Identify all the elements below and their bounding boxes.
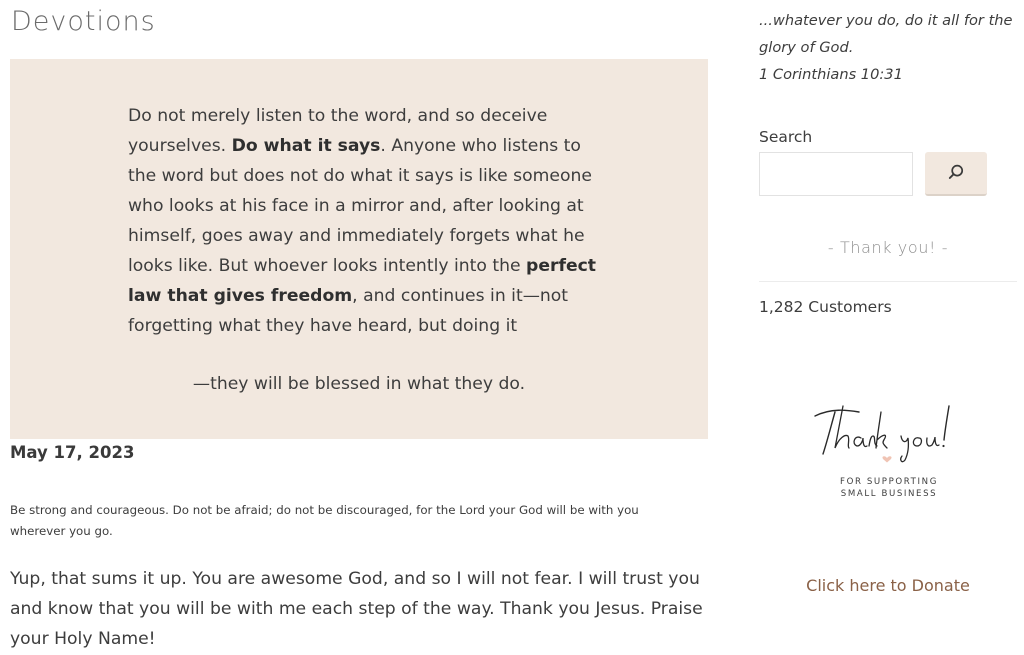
quote-emphasis: perfect law that gives freedom — [128, 256, 597, 306]
post-verse: Be strong and courageous. Do not be afraid; do not be discouraged, for the Lord your God will be with you wherever you go. — [10, 503, 639, 538]
search-button[interactable] — [925, 152, 987, 196]
donate-link[interactable]: Click here to Donate — [806, 576, 970, 595]
thank-you-caption — [799, 476, 979, 500]
sidebar-divider — [759, 281, 1017, 282]
quote-part: , and continues in it—not forgetting what they have heard, but doing it — [128, 286, 569, 336]
quote-part: Do not merely listen to the word, and so deceive yourselves. — [128, 106, 548, 156]
quote-closing-text: —they will be blessed in what they do. — [192, 374, 526, 394]
search-input[interactable] — [759, 152, 913, 196]
search-icon — [947, 163, 965, 184]
thank-you-caption-line: FOR SUPPORTING — [840, 477, 938, 487]
sidebar-verse-line: ...whatever you do, do it all for the — [759, 12, 1013, 29]
quote-emphasis: Do what it says — [231, 136, 381, 156]
post-reflection: Yup, that sums it up. You are awesome God, and so I will not fear. I will trust you and know that you will be with me each step of the way. Thank you Jesus. Praise your Holy Name! — [10, 569, 703, 649]
scripture-quote-text — [128, 101, 598, 341]
quote-part: . Anyone who listens to the word but does not do what it says is like someone who looks at his face in a mirror and, after looking at himself, goes away and immediately forgets what he looks like. But whoever looks intently into the — [128, 136, 592, 276]
quote-closing-line — [10, 369, 708, 399]
sidebar-verse-line: glory of God. — [759, 39, 854, 56]
thank-you-script-graphic — [807, 398, 971, 464]
post-date: May 17, 2023 — [10, 443, 135, 462]
thank-you-card-image — [799, 392, 979, 510]
thank-you-caption-line: SMALL BUSINESS — [840, 489, 938, 499]
page-title: Devotions — [11, 6, 156, 37]
sidebar-verse — [759, 7, 1014, 88]
sidebar-verse-reference: 1 Corinthians 10:31 — [759, 66, 903, 83]
search-label: Search — [759, 128, 813, 146]
scripture-quote-block — [10, 59, 708, 439]
thank-you-heading: - Thank you! - — [827, 238, 949, 257]
customer-count: 1,282 Customers — [759, 298, 892, 316]
